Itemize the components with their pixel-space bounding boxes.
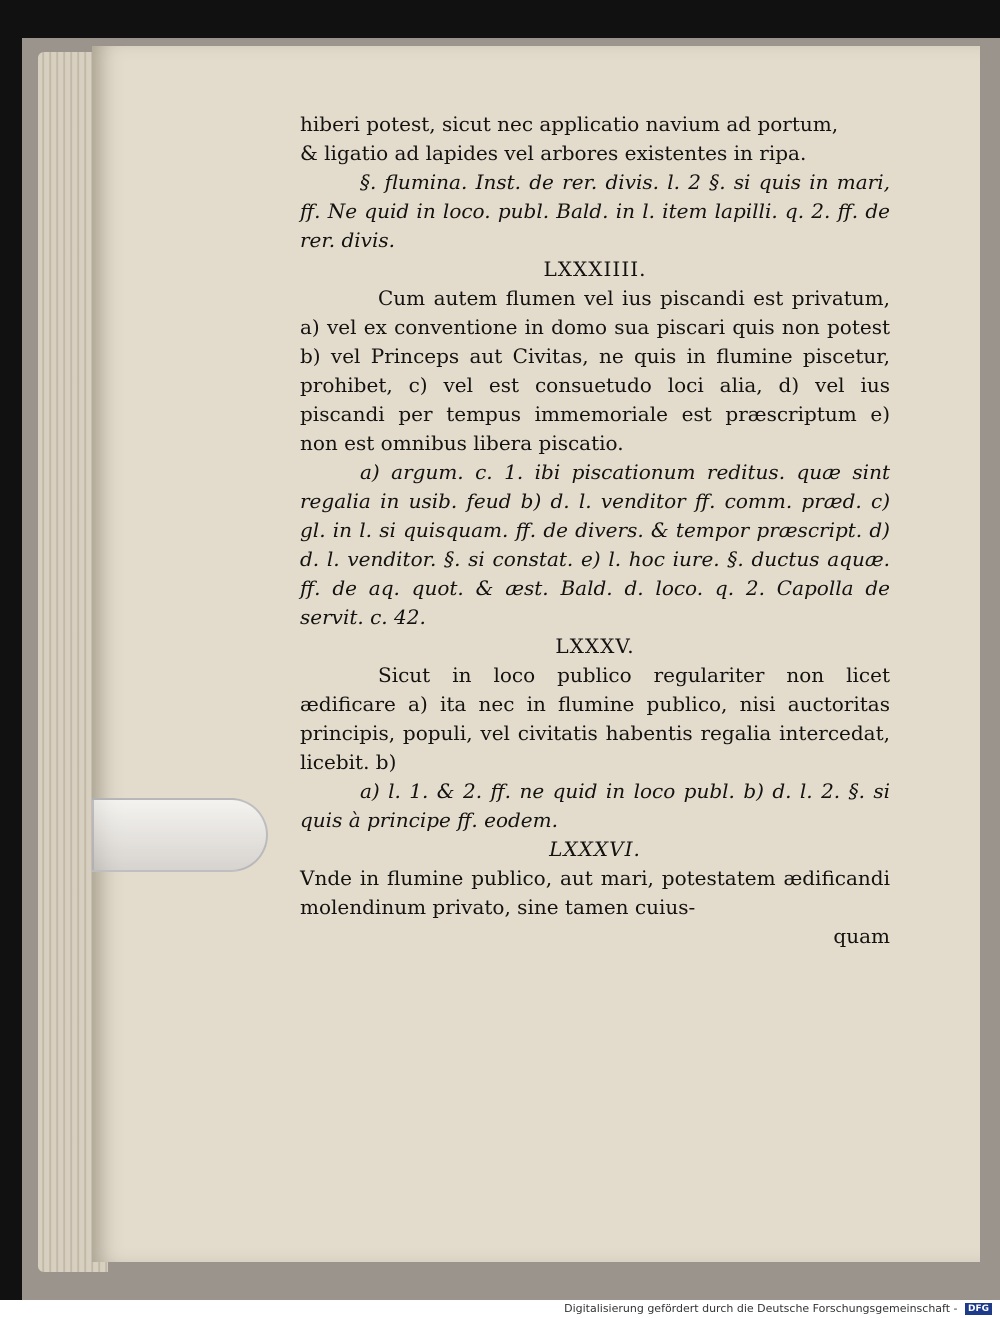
footnote-84: a) argum. c. 1. ibi piscationum reditus. quæ sint regalia in usib. feud b) d. l. venditor ff. comm. præd. c) gl. in l. si quisquam. ff. de divers. & tempor præscript. d) d. l. venditor. §. si constat. e) l. hoc iure. §. ductus aquæ. ff. de aq. quot. & æst. Bald. d. loco. q. 2. Capolla de servit. c. 42. — [300, 460, 890, 629]
section-heading-86: LXXXVI. — [549, 837, 641, 861]
dfg-logo: DFG — [965, 1303, 992, 1315]
footer-bar — [0, 1300, 1000, 1318]
footnote-85: a) l. 1. & 2. ff. ne quid in loco publ. b) d. l. 2. §. si quis à principe ff. eodem. — [300, 779, 890, 832]
footer-credit: Digitalisierung gefördert durch die Deutsche Forschungsgemeinschaft - — [564, 1302, 958, 1315]
paragraph-85: Sicut in loco publico regulariter non licet ædificare a) ita nec in flumine publico, nisi auctoritas principis, populi, vel civitatis habentis regalia intercedat, licebit. b) — [300, 663, 890, 774]
page-clip — [92, 798, 268, 872]
section-heading-85: LXXXV. — [555, 634, 635, 658]
paragraph-84: Cum autem flumen vel ius piscandi est privatum, a) vel ex conventione in domo sua piscari quis non potest b) vel Princeps aut Civitas, ne quis in flumine piscetur, prohibet, c) vel est consuetudo loci alia, d) vel ius piscandi per tempus immemoriale est præscriptum e) non est omnibus libera piscatio. — [300, 286, 890, 455]
paragraph-86: Vnde in flumine publico, aut mari, potestatem ædificandi molendinum privato, sine tamen cuius- — [300, 866, 890, 919]
catchword: quam — [833, 924, 890, 948]
page-text — [300, 110, 890, 951]
footnote-1: §. flumina. Inst. de rer. divis. l. 2 §. si quis in mari, ff. Ne quid in loco. publ. Bald. in l. item lapilli. q. 2. ff. de rer. divis. — [300, 170, 890, 252]
section-heading-84: LXXXIIII. — [543, 257, 647, 281]
text-line-2: & ligatio ad lapides vel arbores existentes in ripa. — [300, 141, 807, 165]
text-line-1: hiberi potest, sicut nec applicatio navium ad portum, — [300, 112, 839, 136]
